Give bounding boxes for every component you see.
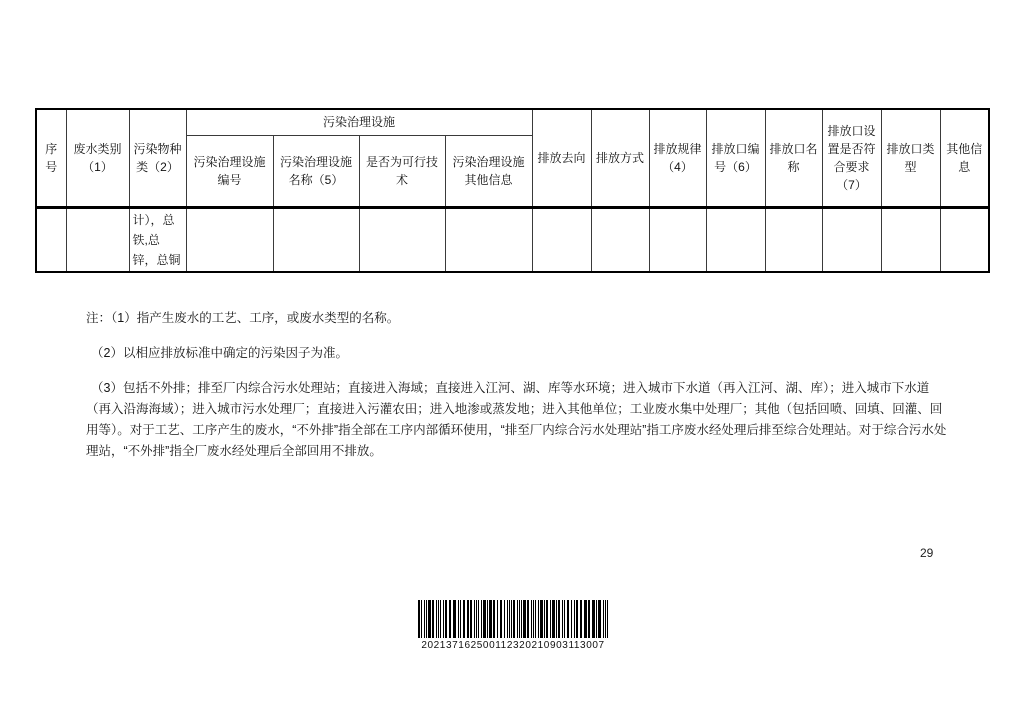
col-header-seq: 序号 — [36, 109, 66, 207]
col-header-outlet-no: 排放口编号（6） — [706, 109, 765, 207]
col-header-facility-name: 污染治理设施名称（5） — [273, 135, 359, 207]
col-header-discharge-direction: 排放去向 — [532, 109, 591, 207]
col-header-facility-no: 污染治理设施编号 — [186, 135, 273, 207]
col-header-outlet-name: 排放口名称 — [765, 109, 822, 207]
barcode-value: 202137162500112320210903113007 — [421, 640, 605, 651]
footnote-3: （3）包括不外排；排至厂内综合污水处理站；直接进入海域；直接进入江河、湖、库等水环境；进入城市下水道（再入江河、湖、库）；进入城市下水道（再入沿海海域）；进入城市污水处理厂；直接进入污灌农田；进入地渗或蒸发地；进入其他单位；工业废水集中处理厂；其他（包括回喷、回填、回灌、回用等）。对于工艺、工序产生的废水，“不外排”指全部在工序内部循环使用，“排至厂内综合污水处理站”指工序废水经处理后排至综合处理站。对于综合污水处理站，“不外排”指全厂废水经处理后全部回用不排放。 — [86, 381, 947, 458]
barcode — [418, 600, 608, 651]
footnotes — [86, 308, 950, 476]
data-cell-other-info — [940, 207, 989, 272]
footnote-1: 注：（1）指产生废水的工艺、工序，或废水类型的名称。 — [86, 311, 400, 325]
data-cell-discharge-rule — [649, 207, 706, 272]
data-cell-facility-no — [186, 207, 273, 272]
data-cell-facility-other — [445, 207, 532, 272]
col-header-feasible-tech: 是否为可行技术 — [359, 135, 445, 207]
data-cell-outlet-compliance — [822, 207, 881, 272]
data-cell-seq — [36, 207, 66, 272]
data-cell-discharge-mode — [591, 207, 649, 272]
col-header-outlet-type: 排放口类型 — [881, 109, 940, 207]
barcode-bars — [418, 600, 608, 638]
col-header-discharge-mode: 排放方式 — [591, 109, 649, 207]
col-header-facility-other: 污染治理设施其他信息 — [445, 135, 532, 207]
group-header-treatment-facility: 污染治理设施 — [186, 109, 532, 135]
data-cell-feasible-tech — [359, 207, 445, 272]
col-header-outlet-compliance: 排放口设置是否符合要求（7） — [822, 109, 881, 207]
footnote-2: （2）以相应排放标准中确定的污染因子为准。 — [91, 346, 348, 360]
page-number: 29 — [920, 546, 934, 560]
data-cell-pollutant-type: 计），总铁,总锌，总铜 — [129, 207, 186, 272]
data-cell-wastewater-type — [66, 207, 129, 272]
col-header-other-info: 其他信息 — [940, 109, 989, 207]
data-cell-discharge-direction — [532, 207, 591, 272]
col-header-pollutant-type: 污染物种类（2） — [129, 109, 186, 207]
data-cell-outlet-name — [765, 207, 822, 272]
data-cell-outlet-no — [706, 207, 765, 272]
data-cell-facility-name — [273, 207, 359, 272]
wastewater-discharge-table — [35, 108, 990, 273]
data-cell-outlet-type — [881, 207, 940, 272]
col-header-wastewater-type: 废水类别（1） — [66, 109, 129, 207]
col-header-discharge-rule: 排放规律（4） — [649, 109, 706, 207]
